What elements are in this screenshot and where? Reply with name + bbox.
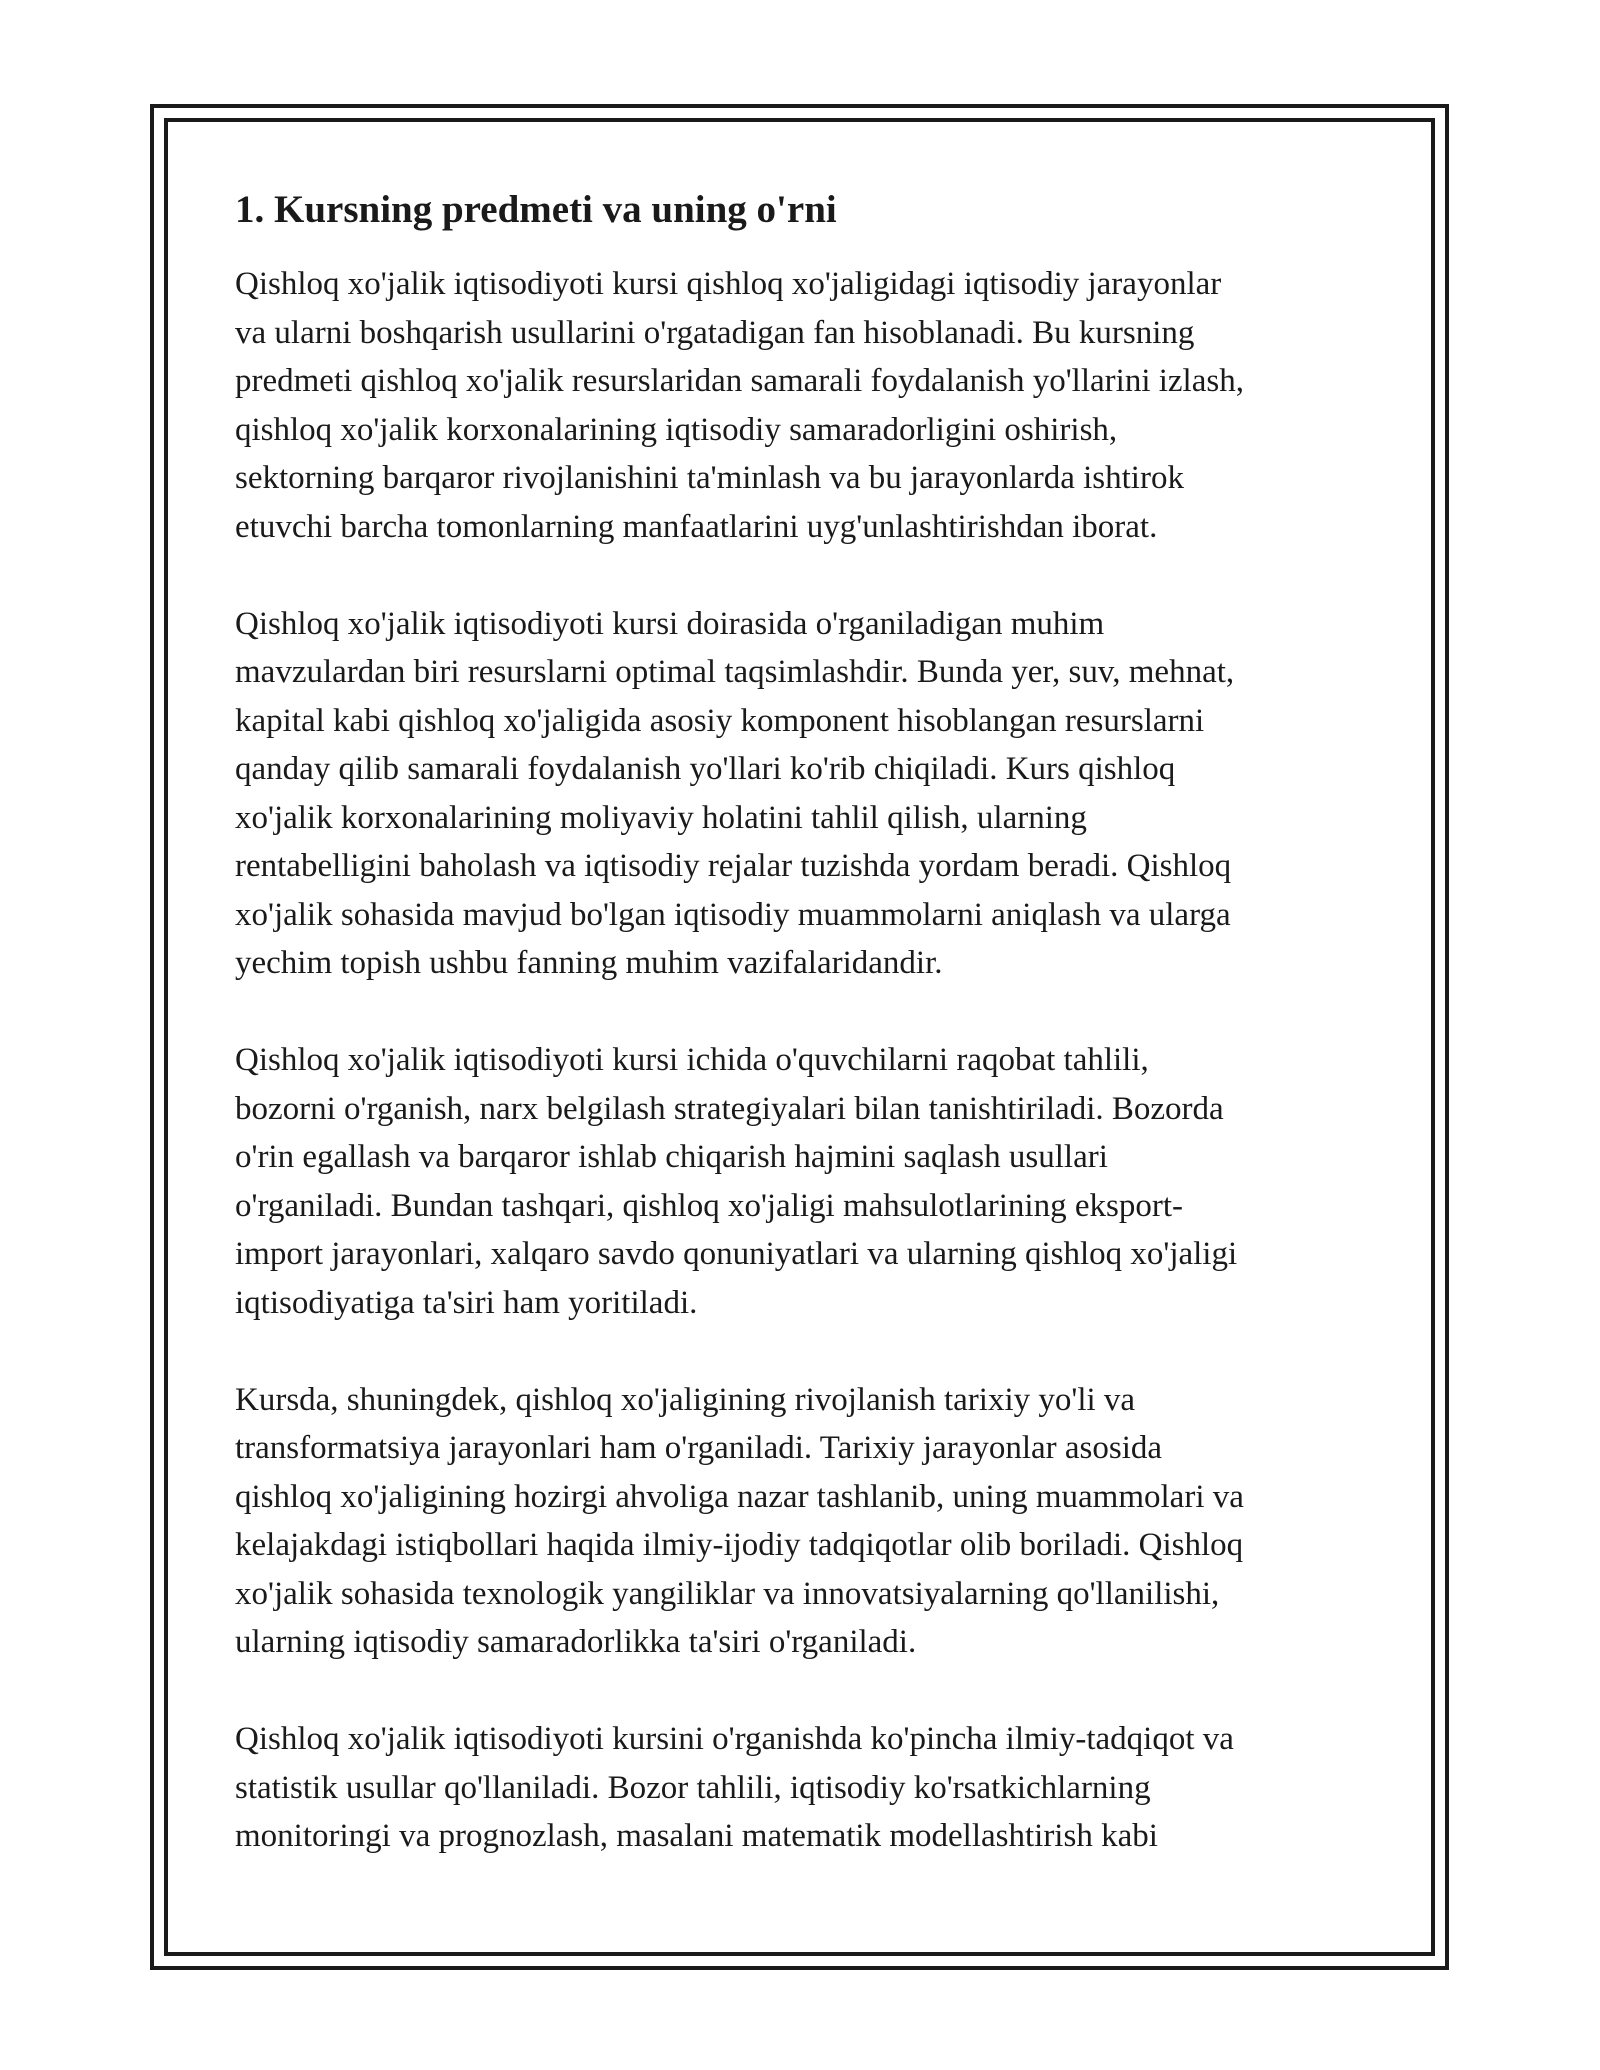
document-body [235,186,1365,1909]
section-title: 1. Kursning predmeti va uning o'rni [235,188,837,231]
paragraph-2: Qishloq xo'jalik iqtisodiyoti kursi doirasida o'rganiladigan muhim mavzulardan biri resurslarni optimal taqsimlashdir. Bunda yer, suv, mehnat, kapital kabi qishloq xo'jaligida asosiy komponent hisoblangan resurslarni qanday qilib samarali foydalanish yo'llari ko'rib chiqiladi. Kurs qishloq xo'jalik korxonalarining moliyaviy holatini tahlil qilish, ularning rentabelligini baholash va iqtisodiy rejalar tuzishda yordam beradi. Qishloq xo'jalik sohasida mavjud bo'lgan iqtisodiy muammolarni aniqlash va ularga yechim topish ushbu fanning muhim vazifalaridandir. [235,605,1235,981]
paragraph-4: Kursda, shuningdek, qishloq xo'jaligining rivojlanish tarixiy yo'li va transformatsiya jarayonlari ham o'rganiladi. Tarixiy jarayonlar asosida qishloq xo'jaligining hozirgi ahvoliga nazar tashlanib, uning muammolari va kelajakdagi istiqbollari haqida ilmiy-ijodiy tadqiqotlar olib boriladi. Qishloq xo'jalik sohasida texnologik yangiliklar va innovatsiyalarning qo'llanilishi, ularning iqtisodiy samaradorlikka ta'siri o'rganiladi. [235,1381,1244,1660]
paragraph-1: Qishloq xo'jalik iqtisodiyoti kursi qishloq xo'jaligidagi iqtisodiy jarayonlar va ularni boshqarish usullarini o'rgatadigan fan hisoblanadi. Bu kursning predmeti qishloq xo'jalik resurslaridan samarali foydalanish yo'llarini izlash, qishloq xo'jalik korxonalarining iqtisodiy samaradorligini oshirish, sektorning barqaror rivojlanishini ta'minlash va bu jarayonlarda ishtirok etuvchi barcha tomonlarning manfaatlarini uyg'unlashtirishdan iborat. [235,266,1244,545]
paragraph-5: Qishloq xo'jalik iqtisodiyoti kursini o'rganishda ko'pincha ilmiy-tadqiqot va statistik usullar qo'llaniladi. Bozor tahlili, iqtisodiy ko'rsatkichlarning monitoringi va prognozlash, masalani matematik modellashtirish kabi [235,1721,1234,1854]
paragraph-3: Qishloq xo'jalik iqtisodiyoti kursi ichida o'quvchilarni raqobat tahlili, bozorni o'rganish, narx belgilash strategiyalari bilan tanishtiriladi. Bozorda o'rin egallash va barqaror ishlab chiqarish hajmini saqlash usullari o'rganiladi. Bundan tashqari, qishloq xo'jaligi mahsulotlarining eksport- import jarayonlari, xalqaro savdo qonuniyatlari va ularning qishloq xo'jaligi iqtisodiyatiga ta'siri ham yoritiladi. [235,1042,1238,1321]
